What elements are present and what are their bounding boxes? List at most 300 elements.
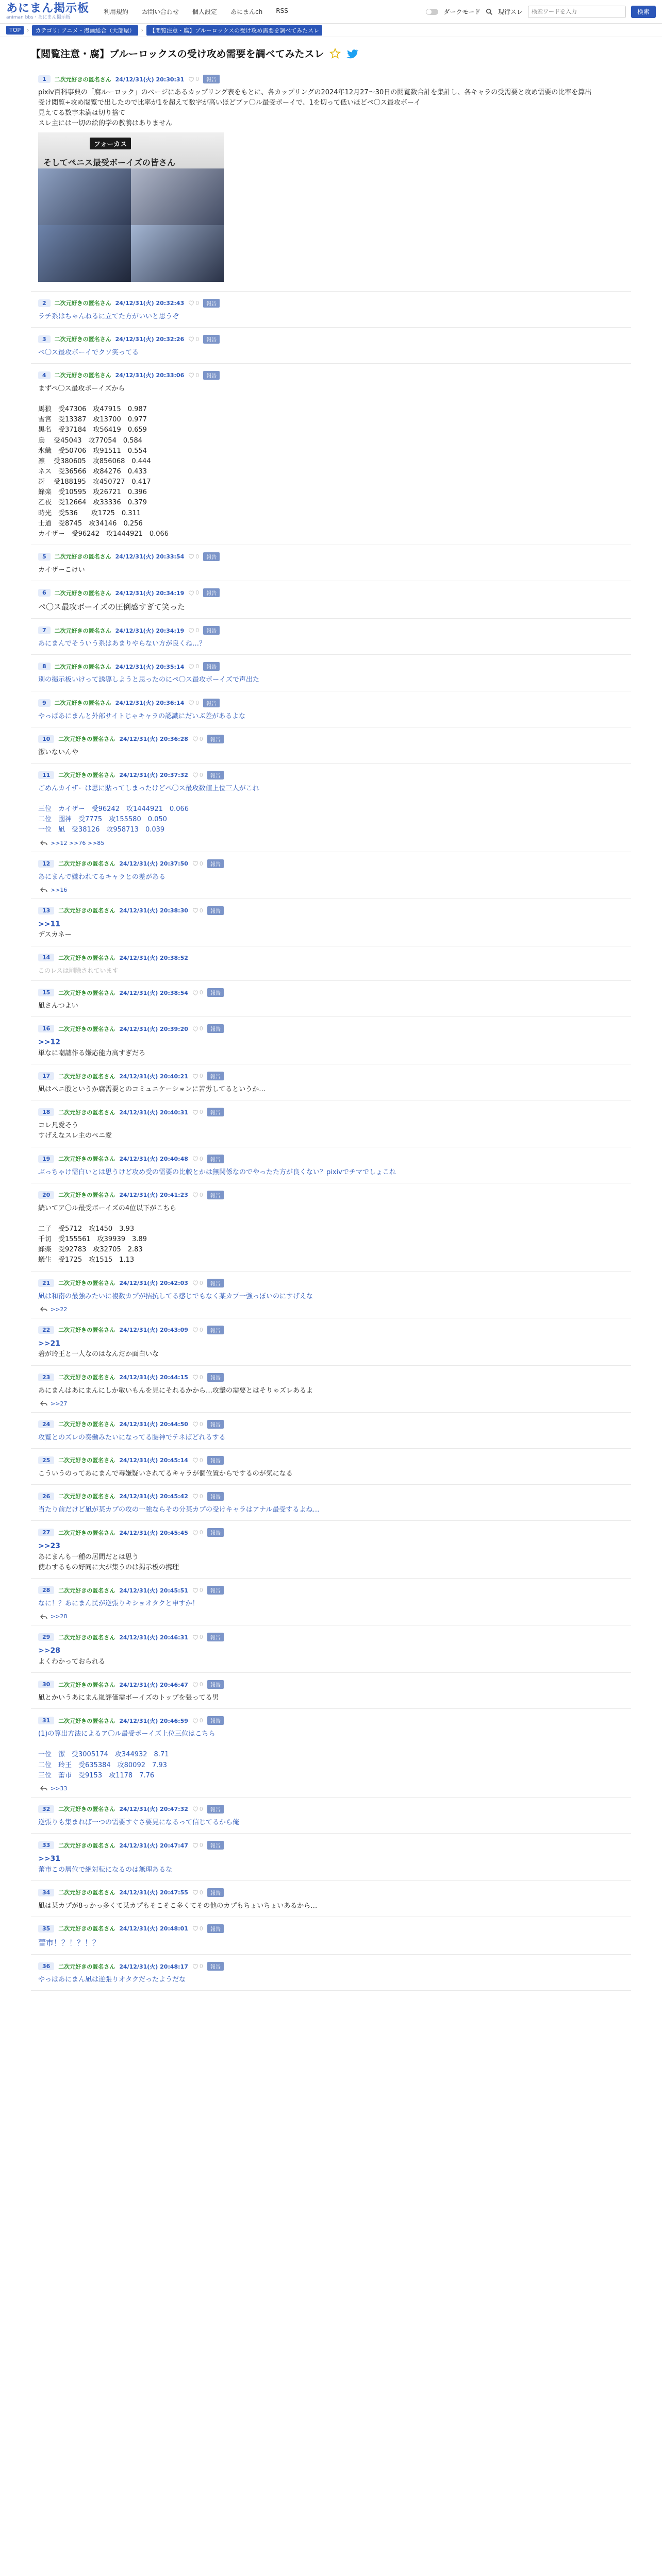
post-header	[31, 1528, 631, 1537]
post	[31, 1955, 631, 1991]
poster-name: 二次元好きの匿名さん	[58, 1681, 115, 1688]
heart-icon	[192, 1421, 198, 1427]
post-header	[31, 1456, 631, 1465]
poster-name: 二次元好きの匿名さん	[58, 1457, 115, 1464]
reply-links[interactable]	[31, 840, 631, 846]
report-button[interactable]: 報告	[203, 75, 220, 83]
nav-animanch[interactable]: あにまんch	[230, 8, 263, 15]
like-count: 0	[195, 371, 200, 379]
search-scope[interactable]: 現行スレ	[498, 8, 523, 15]
image-panel	[131, 225, 224, 282]
image-panel	[38, 168, 131, 225]
post-number[interactable]: 34	[38, 1889, 54, 1896]
report-button[interactable]: 報告	[207, 1586, 224, 1595]
post	[31, 946, 631, 981]
post	[31, 364, 631, 545]
like-button[interactable]	[188, 372, 199, 379]
reply-anchor[interactable]: >>12	[38, 1038, 60, 1047]
post-body: 潔いないんや	[38, 748, 79, 756]
post-number[interactable]: 10	[38, 735, 54, 743]
heart-icon	[188, 590, 194, 596]
like-button[interactable]	[192, 1925, 203, 1932]
post	[31, 1147, 631, 1183]
post-date: 24/12/31(火) 20:33:54	[115, 553, 185, 561]
header-tools	[426, 6, 656, 18]
post	[31, 1366, 631, 1413]
reply-links[interactable]	[31, 1785, 631, 1792]
poster-name: 二次元好きの匿名さん	[58, 1717, 115, 1724]
like-button[interactable]	[192, 1457, 203, 1464]
like-count: 0	[199, 907, 203, 914]
post-date: 24/12/31(火) 20:42:03	[119, 1280, 188, 1287]
nav-terms[interactable]: 利用規約	[104, 8, 129, 15]
like-button[interactable]	[192, 1493, 203, 1500]
heart-icon	[192, 1718, 198, 1724]
post	[31, 764, 631, 852]
breadcrumb-thread[interactable]: 【閲覧注意・腐】ブルーロックスの受け攻め需要を調べてみたスレ	[146, 25, 322, 36]
like-count: 0	[199, 860, 203, 867]
post-number[interactable]: 18	[38, 1108, 54, 1116]
reply-links[interactable]	[31, 1400, 631, 1407]
like-button[interactable]	[192, 1192, 203, 1198]
report-button[interactable]: 報告	[203, 588, 220, 597]
post-body: 凪は某カプが8っかっ多くて某カプもそこそこ多くてその他のカプもちょいちょいあるから…	[38, 1902, 318, 1910]
heart-icon	[188, 76, 194, 82]
post-date: 24/12/31(火) 20:47:32	[119, 1806, 188, 1813]
like-button[interactable]	[188, 700, 199, 706]
like-count: 0	[199, 1925, 203, 1932]
post-header	[31, 735, 631, 743]
report-button[interactable]: 報告	[207, 1633, 224, 1641]
nav-rss[interactable]: RSS	[276, 7, 288, 14]
like-count: 0	[199, 1374, 203, 1381]
like-button[interactable]	[192, 1529, 203, 1536]
post-number[interactable]: 35	[38, 1925, 54, 1933]
nav-contact[interactable]: お問い合わせ	[142, 8, 179, 15]
post-number[interactable]: 11	[38, 771, 54, 779]
like-button[interactable]	[188, 76, 199, 82]
post-header	[31, 299, 631, 308]
post-number[interactable]: 15	[38, 989, 54, 996]
post-number[interactable]: 26	[38, 1493, 54, 1500]
post-number[interactable]: 24	[38, 1420, 54, 1428]
like-count: 0	[199, 1155, 203, 1162]
report-button[interactable]: 報告	[207, 1716, 224, 1725]
post-number[interactable]: 14	[38, 954, 54, 961]
poster-name: 二次元好きの匿名さん	[58, 1156, 115, 1163]
post-number[interactable]: 19	[38, 1155, 54, 1163]
breadcrumb-separator: ›	[141, 27, 144, 33]
heart-icon	[192, 1493, 198, 1499]
report-button[interactable]: 報告	[207, 1155, 224, 1163]
post-header	[31, 1279, 631, 1287]
post-number[interactable]: 36	[38, 1962, 54, 1970]
post-number[interactable]: 4	[38, 371, 51, 379]
post-header	[31, 1680, 631, 1689]
post-date: 24/12/31(火) 20:40:48	[119, 1156, 188, 1163]
report-button[interactable]: 報告	[203, 626, 220, 635]
post-number[interactable]: 16	[38, 1025, 54, 1032]
reply-anchor[interactable]: >>23	[38, 1542, 60, 1551]
poster-name: 二次元好きの匿名さん	[58, 1327, 115, 1334]
report-button[interactable]: 報告	[207, 1373, 224, 1382]
poster-name: 二次元好きの匿名さん	[54, 663, 111, 670]
report-button[interactable]: 報告	[203, 552, 220, 561]
search-button[interactable]: 検索	[631, 6, 656, 18]
post-date: 24/12/31(火) 20:30:31	[115, 76, 185, 83]
post-body: あにまんはあにまんにしか敏いもんを見にそれるかから…攻撃の需要とはそりゃズレあるよ	[38, 1386, 313, 1395]
reply-links[interactable]	[31, 1613, 631, 1620]
post-header	[31, 954, 631, 962]
post-date: 24/12/31(火) 20:32:26	[115, 336, 185, 343]
like-count: 0	[195, 663, 200, 670]
post-header	[31, 906, 631, 915]
report-button[interactable]: 報告	[207, 1924, 224, 1933]
like-count: 0	[199, 1420, 203, 1428]
report-button[interactable]: 報告	[207, 735, 224, 743]
like-button[interactable]	[192, 860, 203, 867]
like-count: 0	[199, 1805, 203, 1812]
poster-name: 二次元好きの匿名さん	[58, 1025, 115, 1032]
like-button[interactable]	[188, 553, 199, 560]
breadcrumb-separator: ›	[27, 27, 29, 33]
poster-name: 二次元好きの匿名さん	[54, 300, 111, 307]
heart-icon	[188, 300, 194, 306]
like-button[interactable]	[192, 1842, 203, 1849]
report-button[interactable]: 報告	[207, 906, 224, 915]
poster-name: 二次元好きの匿名さん	[54, 627, 111, 634]
post	[31, 1709, 631, 1798]
heart-icon	[192, 1587, 198, 1594]
post-body: まずペ〇ス最攻ボーイズから 馬狼 受47306 攻47915 0.987 雪宮 受13387 攻13700 0.977 黒名 受37184 攻56419 0.659 烏 受45043 攻77054 0.584 氷織 受50706 攻91511 0.554 凛 受380605 攻856068 0.444 ネス 受36566 攻84276 0.433 冴 受188195 攻450727 0.417 蜂楽 受10595 攻26721 0.396 乙夜 受12664 攻33336 0.379 時光 受536 攻1725 0.311 士道 受8745 攻34146 0.256 カイザー 受96242 攻1444921 0.066	[38, 384, 169, 538]
post-body: 当たり前だけど凪が某カプの攻の一強ならその分某カプの受けキャラはアナル最受するよね…	[38, 1505, 320, 1514]
post	[31, 1183, 631, 1272]
poster-name: 二次元好きの匿名さん	[58, 1634, 115, 1641]
post-body: ペ〇ス最攻ボーイでクソ笑ってる	[38, 348, 139, 357]
like-button[interactable]	[188, 663, 199, 670]
poster-name: 二次元好きの匿名さん	[58, 1963, 115, 1970]
post-header	[31, 1108, 631, 1116]
report-button[interactable]: 報告	[203, 299, 220, 308]
post-number[interactable]: 3	[38, 335, 51, 343]
post-date: 24/12/31(火) 20:39:20	[119, 1025, 188, 1032]
poster-name: 二次元好きの匿名さん	[58, 1109, 115, 1116]
post-date: 24/12/31(火) 20:47:47	[119, 1842, 188, 1849]
site-logo[interactable]	[6, 3, 89, 20]
heart-icon	[192, 1192, 198, 1198]
like-button[interactable]	[192, 1963, 203, 1970]
like-button[interactable]	[192, 989, 203, 996]
twitter-bird-icon[interactable]	[346, 47, 358, 60]
like-count: 0	[199, 1025, 203, 1032]
post-number[interactable]: 29	[38, 1633, 54, 1641]
post-date: 24/12/31(火) 20:33:06	[115, 372, 185, 379]
heart-icon	[192, 1156, 198, 1162]
report-button[interactable]: 報告	[203, 699, 220, 707]
post-number[interactable]: 1	[38, 75, 51, 83]
heart-icon	[192, 1073, 198, 1079]
post-number[interactable]: 2	[38, 299, 51, 307]
breadcrumb-category[interactable]: カテゴリ: アニメ・漫画総合（大部屋）	[32, 25, 138, 36]
like-button[interactable]	[192, 1634, 203, 1640]
logo-text: あにまん掲示板	[6, 2, 90, 15]
report-button[interactable]: 報告	[207, 1528, 224, 1537]
post-body: カイザーこけい	[38, 566, 85, 574]
reply-anchor[interactable]: >>21	[38, 1339, 60, 1348]
post	[31, 619, 631, 655]
poster-name: 二次元好きの匿名さん	[58, 989, 115, 996]
like-button[interactable]	[192, 1889, 203, 1896]
like-button[interactable]	[192, 907, 203, 914]
post-number[interactable]: 20	[38, 1191, 54, 1199]
post-header	[31, 1633, 631, 1641]
heart-icon	[192, 1963, 198, 1970]
report-button[interactable]: 報告	[207, 771, 224, 779]
thread-title-row	[31, 42, 631, 67]
image-caption: そしてペニス最受ボーイズの皆さん	[43, 157, 175, 167]
like-count: 0	[195, 335, 200, 343]
like-count: 0	[195, 299, 200, 307]
post-number[interactable]: 33	[38, 1841, 54, 1849]
post-body: 凪は和南の最強みたいに複数カプが拮抗してる感じでもなく某カプ一強っぽいのにすげえな	[38, 1292, 313, 1300]
like-count: 0	[199, 771, 203, 778]
post-body: 逆張りも集まれば一つの需要すぐさ要見になるって信じてるから俺	[38, 1818, 240, 1826]
poster-name: 二次元好きの匿名さん	[58, 1073, 115, 1080]
report-button[interactable]: 報告	[207, 1805, 224, 1814]
post-date: 24/12/31(火) 20:48:01	[119, 1925, 188, 1933]
like-count: 0	[199, 1634, 203, 1641]
post-body: 蕾市この層位で絶対転になるのは無理あるな	[38, 1866, 173, 1874]
poster-name: 二次元好きの匿名さん	[54, 76, 111, 83]
report-button[interactable]: 報告	[207, 1962, 224, 1971]
reply-numbers: >>12 >>76 >>85	[51, 839, 105, 846]
like-button[interactable]	[188, 336, 199, 343]
report-button[interactable]: 報告	[207, 1326, 224, 1334]
poster-name: 二次元好きの匿名さん	[58, 1529, 115, 1536]
post	[31, 981, 631, 1017]
post-header	[31, 1716, 631, 1725]
like-button[interactable]	[192, 1025, 203, 1032]
like-button[interactable]	[192, 736, 203, 742]
post-number[interactable]: 28	[38, 1586, 54, 1594]
post-body: よくわかっておられる	[38, 1657, 106, 1666]
post-number[interactable]: 17	[38, 1072, 54, 1080]
heart-icon	[192, 736, 198, 742]
report-button[interactable]: 報告	[203, 335, 220, 344]
post	[31, 1318, 631, 1366]
post-date: 24/12/31(火) 20:44:50	[119, 1421, 188, 1428]
poster-name: 二次元好きの匿名さん	[54, 336, 111, 343]
reply-links[interactable]	[31, 1306, 631, 1313]
heart-icon	[192, 1842, 198, 1849]
post-number[interactable]: 22	[38, 1326, 54, 1334]
report-button[interactable]: 報告	[207, 1680, 224, 1689]
poster-name: 二次元好きの匿名さん	[58, 1493, 115, 1500]
post-date: 24/12/31(火) 20:45:42	[119, 1493, 188, 1500]
post-header	[31, 335, 631, 344]
heart-icon	[188, 664, 194, 670]
report-button[interactable]: 報告	[207, 859, 224, 868]
post-date: 24/12/31(火) 20:36:14	[115, 700, 185, 707]
post-date: 24/12/31(火) 20:34:19	[115, 627, 185, 634]
report-button[interactable]: 報告	[207, 1279, 224, 1287]
post-date: 24/12/31(火) 20:47:55	[119, 1889, 188, 1896]
post	[31, 328, 631, 364]
reply-anchor[interactable]: >>11	[38, 920, 60, 928]
heart-icon	[192, 1889, 198, 1895]
post-header	[31, 1492, 631, 1501]
like-button[interactable]	[192, 1681, 203, 1688]
post-image[interactable]	[38, 132, 224, 282]
report-button[interactable]: 報告	[207, 1072, 224, 1080]
report-button[interactable]: 報告	[207, 1024, 224, 1033]
like-button[interactable]	[188, 589, 199, 596]
like-button[interactable]	[192, 1109, 203, 1115]
post	[31, 1625, 631, 1673]
post-number[interactable]: 21	[38, 1279, 54, 1287]
like-button[interactable]	[192, 1073, 203, 1079]
post-header	[31, 662, 631, 671]
heart-icon	[192, 1327, 198, 1333]
reply-anchor[interactable]: >>31	[38, 1855, 60, 1863]
post-body: pixiv百科事典の「腐ルーロック」のページにあるカップリング表をもとに、各カップリングの2024年12月27〜30日の閲覧数合計を集計し、各キャラの受需要と攻め需要の比率を算出 受け閲覧÷攻め閲覧で出したので比率が1を超えて数字が高いほどブァ〇ル最受ボーイで、1を切って低いほどペ〇ス最攻ボーイ 見えてる数字未満は切り捨て スレ主には一切の絵的学の教養はありません	[38, 89, 592, 128]
post-header	[31, 859, 631, 868]
post-body: 凪さんつよい	[38, 1002, 78, 1010]
post-number[interactable]: 6	[38, 589, 51, 597]
breadcrumb-top[interactable]: TOP	[6, 26, 24, 35]
post	[31, 727, 631, 764]
report-button[interactable]: 報告	[207, 1492, 224, 1501]
post-body: あにまんでそういう系はあまりやらない方が良くね…？	[38, 640, 206, 648]
nav-settings[interactable]: 個人設定	[192, 8, 218, 15]
post	[31, 1017, 631, 1064]
reply-numbers: >>28	[51, 1613, 68, 1620]
post-date: 24/12/31(火) 20:32:43	[115, 300, 185, 307]
post-number[interactable]: 31	[38, 1717, 54, 1724]
post-date: 24/12/31(火) 20:44:15	[119, 1374, 188, 1381]
report-button[interactable]: 報告	[207, 1841, 224, 1850]
like-button[interactable]	[192, 1280, 203, 1286]
post-number[interactable]: 23	[38, 1374, 54, 1381]
post-body: なに！？あにまん民が逆張りキショオタクと申すか！	[38, 1600, 199, 1608]
like-button[interactable]	[192, 1327, 203, 1333]
heart-icon	[192, 1026, 198, 1032]
post-body: 凪とかいうあにまん嵐評価需ボーイズのトップを張ってる男	[38, 1694, 219, 1702]
favorite-star-icon[interactable]	[329, 48, 341, 59]
report-button[interactable]: 報告	[207, 1456, 224, 1465]
post-header	[31, 1888, 631, 1897]
post-number[interactable]: 25	[38, 1456, 54, 1464]
reply-numbers: >>16	[51, 886, 68, 893]
post-body: ペ〇ス最攻ボーイズの圧倒感すぎて笑った	[38, 602, 185, 612]
like-button[interactable]	[192, 1717, 203, 1724]
reply-links[interactable]	[31, 887, 631, 893]
post-body: やっぱあにまん凪は逆張りオタクだったようだな	[38, 1976, 186, 1984]
heart-icon	[192, 1682, 198, 1688]
like-button[interactable]	[192, 1156, 203, 1162]
like-count: 0	[199, 1529, 203, 1536]
heart-icon	[192, 772, 198, 778]
like-button[interactable]	[188, 300, 199, 307]
report-button[interactable]: 報告	[207, 1108, 224, 1116]
post-number[interactable]: 9	[38, 699, 51, 707]
header-nav	[104, 7, 288, 16]
post-date: 24/12/31(火) 20:34:19	[115, 589, 185, 597]
like-button[interactable]	[192, 1421, 203, 1428]
dark-mode-toggle[interactable]	[426, 9, 438, 15]
poster-name: 二次元好きの匿名さん	[54, 589, 111, 597]
like-button[interactable]	[192, 1374, 203, 1381]
post	[31, 1917, 631, 1955]
post-header	[31, 699, 631, 707]
post-number[interactable]: 12	[38, 860, 54, 868]
post-number[interactable]: 7	[38, 626, 51, 634]
like-button[interactable]	[188, 627, 199, 634]
post-body: 単なに嘲謔作る嫌応能力高すぎだろ	[38, 1049, 146, 1057]
like-count: 0	[199, 1493, 203, 1500]
post-header	[31, 1155, 631, 1163]
like-button[interactable]	[192, 1587, 203, 1594]
poster-name: 二次元好きの匿名さん	[58, 1421, 115, 1428]
search-input[interactable]	[528, 6, 626, 18]
report-button[interactable]: 報告	[207, 1191, 224, 1199]
like-button[interactable]	[192, 1806, 203, 1812]
post-body: あにまんも一種の居間だとは思う 使わするもの好同に大が集うのは掲示板の携理	[38, 1553, 179, 1571]
post	[31, 1064, 631, 1100]
dark-mode-label: ダークモード	[443, 8, 481, 15]
heart-icon	[188, 336, 194, 342]
like-count: 0	[199, 735, 203, 742]
post-body: こういうのってあにまんで毒嫌疑いされてるキャラが個位置からでするのが気になる	[38, 1469, 293, 1478]
heart-icon	[188, 700, 194, 706]
post-number[interactable]: 27	[38, 1529, 54, 1536]
report-button[interactable]: 報告	[203, 662, 220, 671]
post-header	[31, 1841, 631, 1850]
site-header	[0, 0, 662, 24]
post-body: コレ凡愛そう すげえなスレ主のペニ愛	[38, 1122, 112, 1140]
post	[31, 292, 631, 328]
post-date: 24/12/31(火) 20:38:52	[119, 954, 188, 961]
like-button[interactable]	[192, 772, 203, 778]
post-header	[31, 1072, 631, 1080]
post-number[interactable]: 32	[38, 1805, 54, 1813]
report-button[interactable]: 報告	[207, 1888, 224, 1897]
image-banner: フォーカス	[90, 138, 131, 149]
reply-numbers: >>27	[51, 1400, 68, 1407]
post-number[interactable]: 5	[38, 553, 51, 561]
reply-anchor[interactable]: >>28	[38, 1647, 60, 1655]
post-number[interactable]: 13	[38, 907, 54, 914]
report-button[interactable]: 報告	[203, 371, 220, 380]
report-button[interactable]: 報告	[207, 988, 224, 997]
post-header	[31, 1191, 631, 1199]
report-button[interactable]: 報告	[207, 1420, 224, 1429]
post	[31, 1798, 631, 1834]
post-body: ごめんカイザーは思に貼ってしまったけどペ〇ス最攻数値上位三人がこれ 三位 カイザー 受96242 攻1444921 0.066 二位 國神 受7775 攻155580 0.050 一位 凪 受38126 攻958713 0.039	[38, 784, 259, 834]
post-number[interactable]: 30	[38, 1681, 54, 1688]
post-date: 24/12/31(火) 20:38:30	[119, 907, 188, 914]
heart-icon	[192, 907, 198, 913]
post-body: 続いてア〇ル最受ボーイズの4位以下がこちら 二子 受5712 攻1450 3.93 千切 受155561 攻39939 3.89 蜂楽 受92783 攻32705 2.83 蟻生 受1725 攻1515 1.13	[38, 1204, 177, 1264]
post	[31, 1579, 631, 1625]
post-header	[31, 1805, 631, 1814]
poster-name: 二次元好きの匿名さん	[58, 1889, 115, 1896]
heart-icon	[188, 628, 194, 634]
reply-numbers: >>33	[51, 1785, 68, 1792]
poster-name: 二次元好きの匿名さん	[54, 553, 111, 561]
like-count: 0	[195, 627, 200, 634]
post-number[interactable]: 8	[38, 663, 51, 670]
